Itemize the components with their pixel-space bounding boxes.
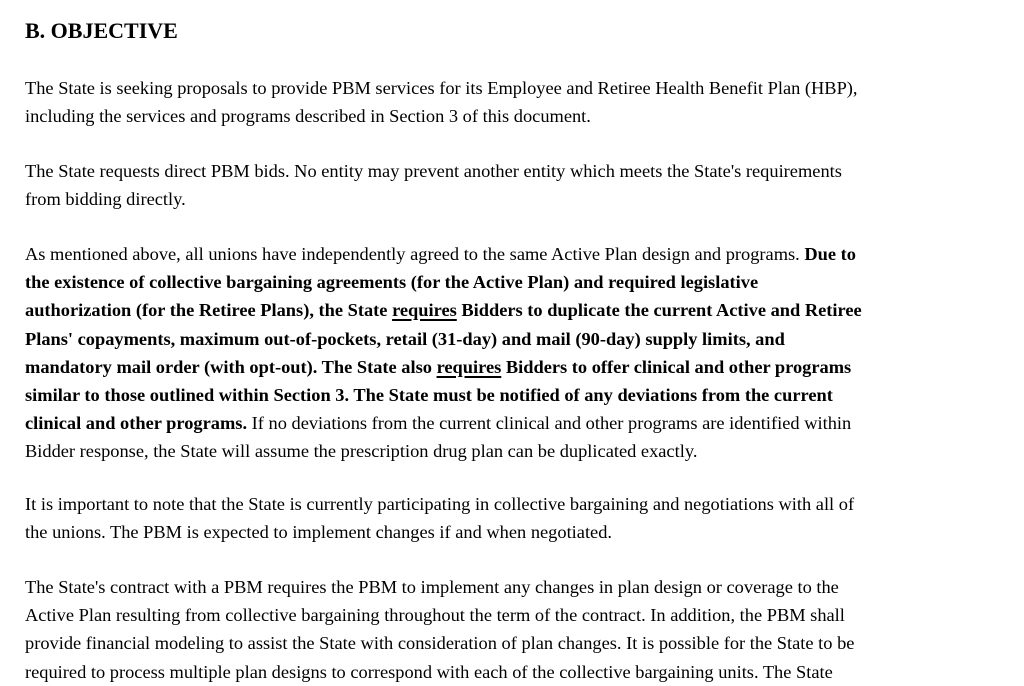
paragraph-unions-requirements	[25, 240, 1015, 466]
bold-text-line	[25, 353, 1015, 381]
text-run: As mentioned above, all unions have independently agreed to the same Active Plan design and programs.	[25, 244, 805, 264]
paragraph-seeking-proposals	[25, 74, 1015, 130]
text-line: required to process multiple plan designs to correspond with each of the collective bargaining units. The State	[25, 661, 833, 682]
text-line: It is important to note that the State is currently participating in collective bargaining and negotiations with all of	[25, 494, 855, 514]
bold-text-run: clinical and other programs.	[25, 413, 248, 434]
underlined-requires-text: requires	[436, 356, 502, 377]
bold-text-line: the existence of collective bargaining agreements (for the Active Plan) and required legislative	[25, 272, 759, 293]
bold-text-run: mandatory mail order (with opt-out). The State also	[25, 356, 437, 377]
text-line: Active Plan resulting from collective bargaining throughout the term of the contract. In addition, the PBM shall	[25, 605, 845, 626]
bold-text-line: Plans' copayments, maximum out-of-pockets, retail (31-day) and mail (90-day) supply limits, and	[25, 328, 785, 349]
text-line	[25, 240, 1015, 268]
bold-text-run: Bidders to duplicate the current Active and Retiree	[456, 300, 862, 321]
text-line: from bidding directly.	[25, 189, 186, 210]
bold-text-line	[25, 296, 1015, 324]
bold-text-run: Bidders to offer clinical and other programs	[501, 356, 852, 377]
text-line: the unions. The PBM is expected to implement changes if and when negotiated.	[25, 522, 613, 543]
section-heading: B. OBJECTIVE	[25, 18, 178, 43]
text-run: If no deviations from the current clinical and other programs are identified within	[247, 413, 852, 434]
underlined-requires-text: requires	[392, 300, 457, 321]
text-line: The State requests direct PBM bids. No entity may prevent another entity which meets the State's requirements	[25, 161, 842, 181]
bold-text-line: similar to those outlined within Section 3. The State must be notified of any deviations from the current	[25, 384, 833, 405]
text-line	[25, 409, 1015, 437]
bold-text-run: Due to	[804, 244, 856, 264]
paragraph-direct-bids	[25, 157, 1015, 213]
text-line: Bidder response, the State will assume the prescription drug plan can be duplicated exactly.	[25, 441, 698, 462]
paragraph-collective-bargaining	[25, 490, 1015, 546]
text-line: provide financial modeling to assist the State with consideration of plan changes. It is possible for the State to be	[25, 633, 855, 654]
text-line: The State's contract with a PBM requires the PBM to implement any changes in plan design or coverage to the	[25, 577, 839, 597]
text-line: The State is seeking proposals to provide PBM services for its Employee and Retiree Health Benefit Plan (HBP),	[25, 78, 858, 98]
text-line: including the services and programs described in Section 3 of this document.	[25, 106, 591, 127]
bold-text-run: authorization (for the Retiree Plans), the State	[25, 300, 393, 321]
paragraph-contract-changes	[25, 573, 1015, 686]
